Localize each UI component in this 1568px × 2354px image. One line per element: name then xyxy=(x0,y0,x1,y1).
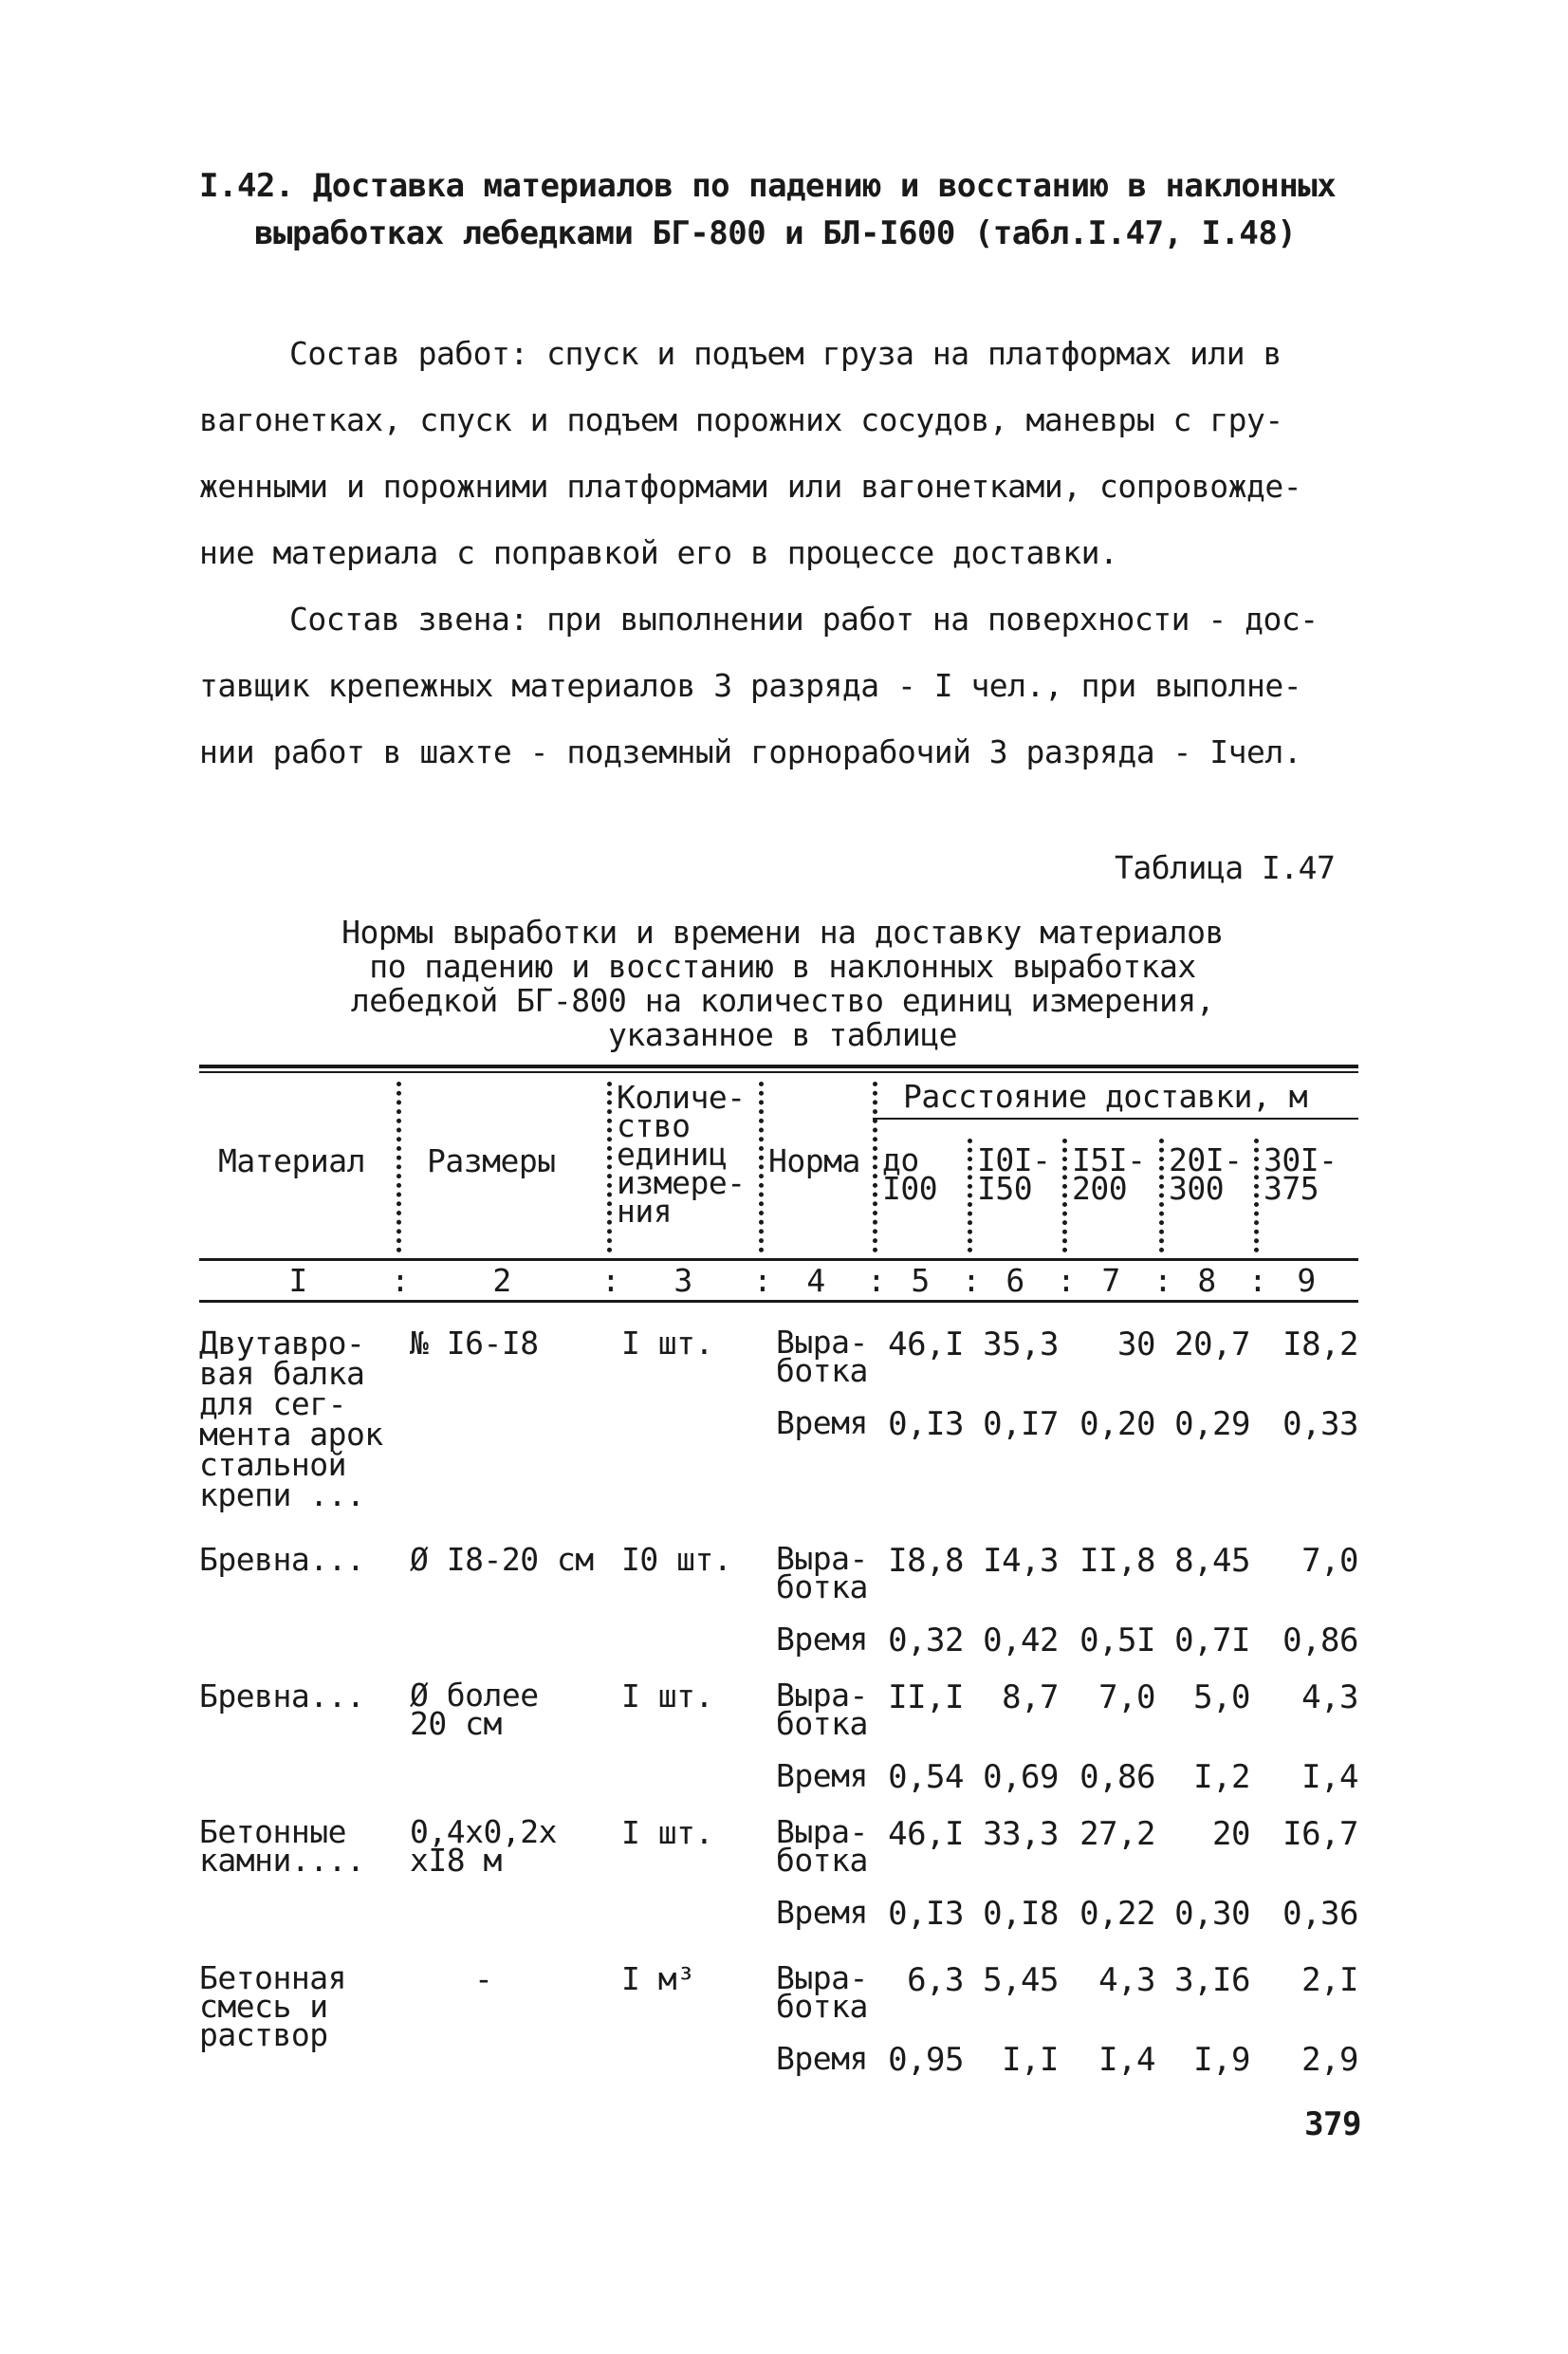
row-material: Двутавро- вая балка для сег- мента арок стальной крепи ... xyxy=(199,1325,383,1513)
column-separator xyxy=(397,1082,401,1252)
header-distance-3: I5I- 200 xyxy=(1072,1141,1146,1207)
row-output-label: Выра- ботка xyxy=(776,1324,868,1389)
header-norm: Норма xyxy=(768,1142,860,1179)
output-value: II,8 xyxy=(1079,1542,1155,1580)
time-value: I,4 xyxy=(1098,2041,1155,2079)
time-value: 0,I7 xyxy=(983,1405,1059,1443)
table-top-rule-thin xyxy=(199,1071,1358,1073)
time-value: 0,29 xyxy=(1174,1405,1250,1443)
work-composition-line: Состав работ: спуск и подъем груза на платформах или в xyxy=(289,335,1282,372)
row-unit: I шт. xyxy=(621,1814,713,1851)
work-composition-line: ние материала с поправкой его в процессе доставки. xyxy=(199,534,1118,571)
row-time-label: Время xyxy=(776,2040,868,2077)
time-value: 0,I3 xyxy=(888,1895,964,1933)
output-value: 2,I xyxy=(1301,1961,1358,1999)
team-composition-line: нии работ в шахте - подземный горнорабочий 3 разряда - Iчел. xyxy=(199,733,1302,770)
time-value: 0,42 xyxy=(983,1622,1059,1659)
output-value: II,I xyxy=(888,1678,964,1716)
row-size: Ø более 20 см xyxy=(410,1677,539,1742)
colon-separator: : xyxy=(962,1262,981,1299)
column-number: I xyxy=(288,1262,307,1299)
output-value: 5,45 xyxy=(983,1961,1059,1999)
colon-separator: : xyxy=(1057,1262,1076,1299)
column-separator xyxy=(607,1082,612,1252)
colon-separator: : xyxy=(391,1262,410,1299)
time-value: 0,69 xyxy=(983,1758,1059,1796)
time-value: I,4 xyxy=(1301,1758,1358,1796)
time-value: 0,54 xyxy=(888,1758,964,1796)
output-value: 4,3 xyxy=(1098,1961,1155,1999)
row-size: - xyxy=(474,1960,493,1997)
output-value: 20 xyxy=(1212,1815,1250,1853)
row-time-label: Время xyxy=(776,1894,868,1931)
work-composition-line: женными и порожними платформами или вагонетками, сопровожде- xyxy=(199,468,1302,505)
column-number: 9 xyxy=(1297,1262,1316,1299)
work-composition-line: вагонетках, спуск и подъем порожних сосудов, маневры с гру- xyxy=(199,401,1283,438)
header-sizes: Размеры xyxy=(427,1142,556,1179)
colon-separator: : xyxy=(1248,1262,1267,1299)
output-value: 5,0 xyxy=(1193,1678,1250,1716)
row-unit: I шт. xyxy=(621,1325,713,1362)
column-number: 4 xyxy=(806,1262,825,1299)
section-heading-line2: выработках лебедками БГ-800 и БЛ-I600 (табл.I.47, I.48) xyxy=(254,214,1297,252)
output-value: 27,2 xyxy=(1079,1815,1155,1853)
time-value: 0,I3 xyxy=(888,1405,964,1443)
column-numbers-rule xyxy=(199,1300,1358,1303)
page-number: 379 xyxy=(1304,2105,1361,2143)
column-separator xyxy=(759,1082,764,1252)
header-distance-2: I0I- I50 xyxy=(977,1141,1051,1207)
time-value: I,2 xyxy=(1193,1758,1250,1796)
time-value: 2,9 xyxy=(1301,2041,1358,2079)
column-separator xyxy=(1159,1139,1164,1252)
table-title-line: лебедкой БГ-800 на количество единиц измерения, xyxy=(350,982,1215,1019)
time-value: 0,36 xyxy=(1282,1895,1358,1933)
output-value: 35,3 xyxy=(983,1325,1059,1363)
row-unit: I0 шт. xyxy=(621,1541,732,1578)
column-number: 5 xyxy=(911,1262,930,1299)
output-value: I6,7 xyxy=(1282,1815,1358,1853)
time-value: 0,86 xyxy=(1079,1758,1155,1796)
team-composition-line: Состав звена: при выполнении работ на поверхности - дос- xyxy=(289,601,1319,638)
column-number: 6 xyxy=(1005,1262,1024,1299)
column-number: 3 xyxy=(673,1262,692,1299)
row-unit: I шт. xyxy=(621,1677,713,1715)
distance-header-rule xyxy=(873,1118,1358,1120)
row-size: 0,4x0,2x xI8 м xyxy=(410,1813,557,1879)
row-size: Ø I8-20 см xyxy=(410,1541,594,1578)
column-separator xyxy=(1062,1139,1067,1252)
row-output-label: Выра- ботка xyxy=(776,1540,868,1605)
row-size: № I6-I8 xyxy=(410,1325,539,1362)
output-value: I4,3 xyxy=(983,1542,1059,1580)
column-separator xyxy=(873,1082,877,1252)
header-distance-4: 20I- 300 xyxy=(1169,1141,1243,1207)
section-heading-line1: I.42. Доставка материалов по падению и восстанию в наклонных xyxy=(199,167,1337,205)
output-value: 20,7 xyxy=(1174,1325,1250,1363)
row-output-label: Выра- ботка xyxy=(776,1959,868,2025)
header-distance-5: 30I- 375 xyxy=(1264,1141,1337,1207)
colon-separator: : xyxy=(753,1262,772,1299)
table-title-line: Нормы выработки и времени на доставку материалов xyxy=(341,914,1224,951)
time-value: 0,I8 xyxy=(983,1895,1059,1933)
table-title-line: по падению и восстанию в наклонных выработках xyxy=(369,948,1196,985)
output-value: 33,3 xyxy=(983,1815,1059,1853)
time-value: 0,5I xyxy=(1079,1622,1155,1659)
row-material: Бревна... xyxy=(199,1677,365,1715)
team-composition-line: тавщик крепежных материалов 3 разряда - I чел., при выполне- xyxy=(199,667,1302,704)
time-value: 0,86 xyxy=(1282,1622,1358,1659)
column-number: 8 xyxy=(1197,1262,1216,1299)
table-label: Таблица I.47 xyxy=(1115,849,1336,886)
time-value: 0,7I xyxy=(1174,1622,1250,1659)
header-material: Материал xyxy=(218,1142,365,1179)
time-value: I,I xyxy=(1002,2041,1059,2079)
colon-separator: : xyxy=(601,1262,620,1299)
row-material: Бетонные камни.... xyxy=(199,1813,365,1879)
time-value: 0,32 xyxy=(888,1622,964,1659)
output-value: 8,45 xyxy=(1174,1542,1250,1580)
output-value: I8,2 xyxy=(1282,1325,1358,1363)
colon-separator: : xyxy=(867,1262,886,1299)
output-value: 3,I6 xyxy=(1174,1961,1250,1999)
time-value: 0,22 xyxy=(1079,1895,1155,1933)
column-separator xyxy=(968,1139,972,1252)
time-value: I,9 xyxy=(1193,2041,1250,2079)
header-bottom-rule xyxy=(199,1258,1358,1261)
row-material: Бетонная смесь и раствор xyxy=(199,1959,346,2053)
row-output-label: Выра- ботка xyxy=(776,1677,868,1742)
row-time-label: Время xyxy=(776,1621,868,1658)
time-value: 0,95 xyxy=(888,2041,964,2079)
output-value: 8,7 xyxy=(1002,1678,1059,1716)
output-value: 7,0 xyxy=(1098,1678,1155,1716)
output-value: 7,0 xyxy=(1301,1542,1358,1580)
column-number: 7 xyxy=(1101,1262,1120,1299)
output-value: 30 xyxy=(1117,1325,1155,1363)
output-value: 46,I xyxy=(888,1815,964,1853)
column-separator xyxy=(1254,1139,1259,1252)
time-value: 0,33 xyxy=(1282,1405,1358,1443)
table-top-rule xyxy=(199,1065,1358,1068)
colon-separator: : xyxy=(1153,1262,1172,1299)
time-value: 0,30 xyxy=(1174,1895,1250,1933)
row-output-label: Выра- ботка xyxy=(776,1813,868,1879)
header-distance-1: до I00 xyxy=(882,1141,938,1207)
output-value: 4,3 xyxy=(1301,1678,1358,1716)
time-value: 0,20 xyxy=(1079,1405,1155,1443)
output-value: I8,8 xyxy=(888,1542,964,1580)
row-unit: I м³ xyxy=(621,1960,695,1997)
row-material: Бревна... xyxy=(199,1541,365,1578)
output-value: 6,3 xyxy=(907,1961,964,1999)
output-value: 46,I xyxy=(888,1325,964,1363)
header-quantity: Количе- ство единиц измере- ния xyxy=(617,1079,746,1230)
row-time-label: Время xyxy=(776,1757,868,1794)
header-distance: Расстояние доставки, м xyxy=(903,1078,1308,1115)
column-number: 2 xyxy=(492,1262,511,1299)
table-title-line: указанное в таблице xyxy=(608,1016,957,1053)
row-time-label: Время xyxy=(776,1404,868,1441)
